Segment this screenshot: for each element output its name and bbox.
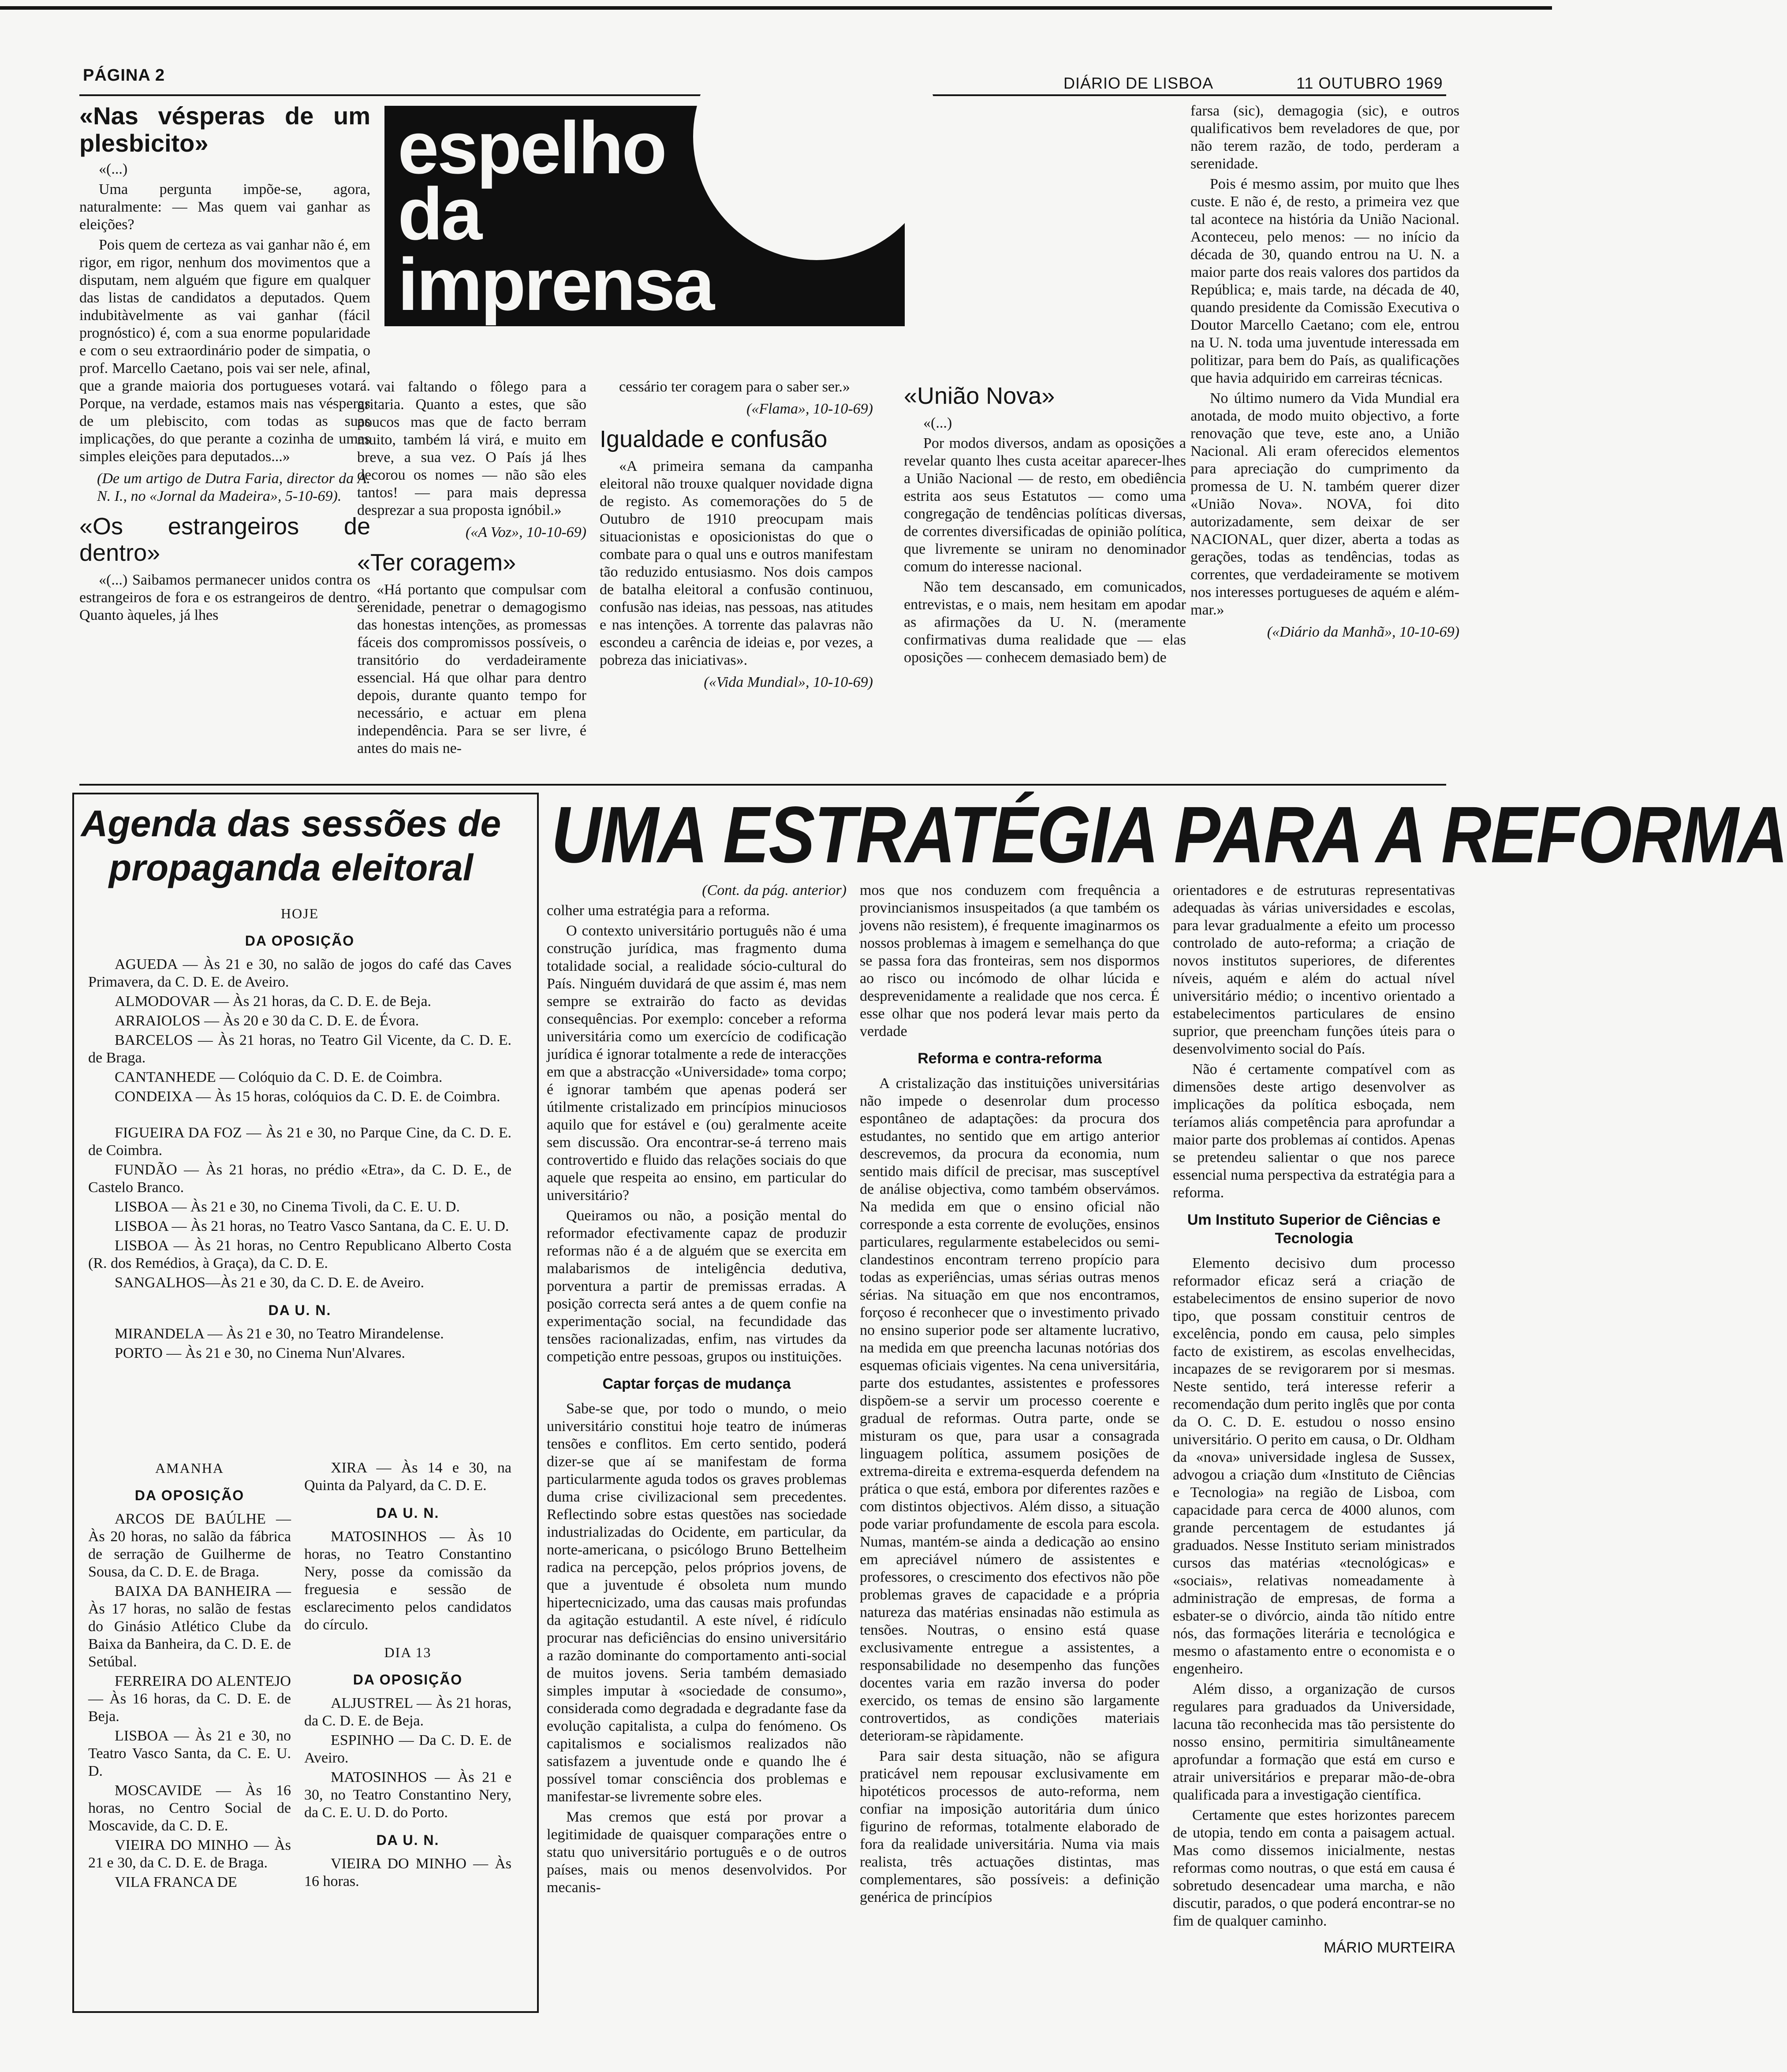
col4-title: «União Nova» — [904, 383, 1055, 409]
agenda-item: MIRANDELA — Às 21 e 30, no Teatro Mirandelense. — [115, 1326, 444, 1342]
banner-word-2: da — [398, 172, 481, 255]
column-2 — [357, 378, 586, 781]
agenda-item: CANTANHEDE — Colóquio da C. D. E. de Coimbra. — [115, 1069, 443, 1085]
agenda-title: Agenda das sessões de propaganda eleitoral — [81, 803, 501, 888]
top-border — [0, 6, 1552, 10]
agenda-item: ARCOS DE BAÚLHE — Às 20 horas, no salão da fábrica de serração de Guilherme de Sousa, da C. D. E. de Braga. — [88, 1511, 291, 1580]
col4-ellipsis: «(...) — [923, 415, 952, 431]
article-column-2 — [860, 882, 1160, 2010]
agenda-amanha: AMANHA — [155, 1460, 224, 1476]
agenda-item: VIEIRA DO MINHO — Às 21 e 30, da C. D. E. de Braga. — [88, 1837, 291, 1871]
column-5 — [1190, 102, 1459, 781]
agenda-column — [88, 895, 511, 1124]
col4-paragraph-1: Por modos diversos, andam as oposições a revelar quanto lhes custa aceitar aparecer-lhes a União Nacional — de resto, em obediência estrita aos seus Estatutos — como uma congregação de tendências políticas diversas, de correntes diversificadas de opinião política, que livremente se uniram no denominador comum do interesse nacional. — [904, 435, 1186, 575]
article-paragraph: mos que nos conduzem com frequência a provincianismos insuspeitados (a que também os jovens não resistem), é frequente imaginarmos os nossos problemas à imagem e semelhança do que se passa fora das fronteiras, sem nos dispormos ao risco ou incómodo de olhar lúcida e desprevenidamente a realidade que nos cerca. É esse olhar que nos poderá levar mais perto da verdade — [860, 882, 1160, 1040]
issue-date: 11 OUTUBRO 1969 — [1296, 74, 1443, 92]
col5-paragraph-1: farsa (sic), demagogia (sic), e outros qualificativos bem reveladores de que, por não terem razão, de todo, perderam a serenidade. — [1190, 103, 1459, 172]
agenda-dia13: DIA 13 — [384, 1644, 432, 1660]
article-paragraph: Além disso, a organização de cursos regulares para graduados da Universidade, lacuna tão reconhecida mas tão persistente do nosso ensino, permitiria simultâneamente aprofundar a formação que está em curso e atrair universitários e preparar mão-de-obra qualificada para a investigação científica. — [1173, 1681, 1455, 1803]
col1-paragraph-2: Pois quem de certeza as vai ganhar não é, em rigor, em rigor, nenhum dos movimentos que a disputam, nem alguém que figure em qualquer das listas de candidatos a deputados. Quem indubitàvelmente as vai ganhar (fácil prognóstico) é, com a sua enorme popularidade e com o seu extraordinário poder de simpatia, o prof. Marcello Caetano, pois vai ser nele, afinal, que a grande maioria dos portugueses votará. Porque, na verdade, estamos mais nas vésperas de um plebiscito, com todas as suas implicações, do que perante a cozinha de umas simples eleições para deputados...» — [79, 237, 370, 465]
espelho-da-imprensa-banner — [384, 106, 905, 326]
agenda-item: PORTO — Às 21 e 30, no Cinema Nun'Alvares. — [115, 1345, 405, 1361]
agenda-oposicao-2: DA OPOSIÇÃO — [134, 1487, 245, 1503]
agenda-item: BAIXA DA BANHEIRA — Às 17 horas, no salão de festas do Ginásio Atlético Clube da Baixa da Banheira, da C. D. E. de Setúbal. — [88, 1583, 291, 1670]
article-paragraph: Não é certamente compatível com as dimensões deste artigo desenvolver as implicações da política esboçada, nem teríamos aliás competência para aprofundar a maior parte dos problemas aí contidos. Apenas se pretendeu salientar o que nos parece essencial numa perspectiva da estratégia para a reforma. — [1173, 1061, 1455, 1201]
agenda-item: MATOSINHOS — Às 10 horas, no Teatro Constantino Nery, posse da comissão da freguesia e sessão de esclarecimento pelos candidatos do círculo. — [304, 1528, 511, 1633]
agenda-oposicao-3: DA OPOSIÇÃO — [353, 1672, 463, 1688]
column-4 — [904, 378, 1186, 781]
column-1 — [79, 102, 370, 781]
article-column-1 — [547, 882, 847, 2010]
article-column-3 — [1173, 882, 1455, 2010]
agenda-item: VIEIRA DO MINHO — Às 16 horas. — [304, 1856, 511, 1889]
mid-rule — [79, 784, 1446, 786]
agenda-item: FIGUEIRA DA FOZ — Às 21 e 30, no Parque Cine, da C. D. E. de Coimbra. — [88, 1125, 511, 1159]
article-subhead-1: Captar forças de mudança — [602, 1375, 791, 1392]
agenda-item: MOSCAVIDE — Às 16 horas, no Centro Social de Moscavide, da C. D. E. — [88, 1782, 291, 1834]
col1-paragraph-1: Uma pergunta impõe-se, agora, naturalmente: — Mas quem vai ganhar as eleições? — [79, 181, 370, 233]
agenda-item: ARRAIOLOS — Às 20 e 30 da C. D. E. de Évora. — [115, 1013, 419, 1029]
col2-title: «Ter coragem» — [357, 549, 516, 576]
banner-word-1: espelho — [398, 106, 665, 189]
article-headline: UMA ESTRATÉGIA PARA A REFORMA — [551, 790, 1787, 879]
col2-paragraph-1: vai faltando o fôlego para a gritaria. Quanto a estes, que são poucos mas que de facto berram muito, também lá virá, e muito em breve, a sua vez. O País já lhes decorou os nomes — não são eles tantos! — para mais depressa desprezar a sua proposta ignóbil.» — [357, 379, 586, 518]
page-number: PÁGINA 2 — [83, 66, 165, 85]
article-paragraph: Mas cremos que está por provar a legitimidade de quaisquer comparações entre o statu quo universitário português e o de outros países, mais ou menos desenvolvidos. Por mecanis- — [547, 1809, 847, 1896]
col5-paragraph-3: No último numero da Vida Mundial era anotada, de modo muito objectivo, a forte renovação que teve, este ano, a União Nacional. Ali eram oferecidos elementos para apreciação do cumprimento da promessa de U. N. também querer dizer «União Nova». NOVA, foi dito autorizadamente, sem deixar de ser NACIONAL, quer dizer, aberta a todas as gerações, todas as tendências, todas as correntes, que verdadeiramente se motivem nos interesses portugueses de aquém e além-mar.» — [1190, 390, 1459, 618]
agenda-right-subcolumn — [304, 1459, 511, 2001]
agenda-oposicao: DA OPOSIÇÃO — [245, 933, 355, 949]
agenda-left-subcolumn — [88, 1459, 291, 2001]
article-paragraph: Certamente que estes horizontes parecem de utopia, tendo em conta a paisagem actual. Mas como dissemos inicialmente, nestas reformas como noutras, o que está em causa é sobretudo desencadear uma marcha, e não discutir, parados, o que poderá encontrar-se no fim de qualquer caminho. — [1173, 1807, 1455, 1929]
column-3 — [600, 378, 873, 781]
article-paragraph: colher uma estratégia para a reforma. — [547, 902, 770, 919]
col3-paragraph-1: cessário ter coragem para o saber ser.» — [619, 379, 850, 395]
col1-paragraph-3: «(...) Saibamos permanecer unidos contra os estrangeiros de fora e os estrangeiros de dentro. Quanto àqueles, já lhes — [79, 572, 370, 623]
agenda-item: AGUEDA — Às 21 e 30, no salão de jogos do café das Caves Primavera, da C. D. E. de Aveiro. — [88, 956, 511, 990]
agenda-hoje: HOJE — [280, 906, 319, 921]
agenda-item: LISBOA — Às 21 e 30, no Teatro Vasco Santa, da C. E. U. D. — [88, 1728, 291, 1779]
agenda-un-3: DA U. N. — [376, 1832, 440, 1848]
article-paragraph: A cristalização das instituições universitárias não impede o desenrolar dum processo espontâneo de adaptações: da procura dos estudantes, no sentido que em artigo anterior descrevemos, da procura da economia, num sentido mais difícil de precisar, mas susceptível de análise objectiva, como também observámos. Na medida em que o ensino oficial não corresponde a esta corrente de evoluções, ensinos particulares, regularmente estabelecidos ou semi-clandestinos encontram terreno propício para todas as experiências, umas sérias outras menos sérias. Na situação em que nos encontramos, forçoso é reconhecer que o investimento privado no ensino superior pode ser altamente lucrativo, na medida em que preencha lacunas notórias dos esquemas oficiais vigentes. Na cena universitária, parte dos estudantes, assistentes e professores dispõem-se a servir um processo coerente e gradual de reformas. Outra parte, onde se misturam os que, para usar a consagrada linguagem política, assumem posições de extrema-direita e extrema-esquerda defendem na prática o que está, embora por diferentes razões e com distintos objectivos. Além disso, a situação pode variar profundamente de escola para escola. Numas, mantém-se ainda a dedicação ao ensino em apreciável número de assistentes e professores, o crescimento dos efectivos não põe problemas graves de capacidade e a própria natureza das matérias ensinadas não estimula as tensões. Noutras, o ensino está quase exclusivamente entregue a assistentes, a responsabilidade no desempenho das funções docentes varia em razão inversa do poder exercido, os temas de ensino são largamente controvertidos, as condições materiais deterioram-se ràpidamente. — [860, 1075, 1160, 1744]
col5-paragraph-2: Pois é mesmo assim, por muito que lhes custe. E não é, de resto, a primeira vez que tal acontece na história da União Nacional. Aconteceu, pelo menos: — no início da década de 30, quando entrou na U. N. a maior parte dos reais valores dos partidos da República; e, mais tarde, na década de 40, quando presidente da Comissão Executiva o Doutor Marcello Caetano; com ele, entrou na U. N. toda uma juventude interessada em politizar, para bem do País, as qualificações que havia adquirido em carreiras técnicas. — [1190, 176, 1459, 386]
agenda-un: DA U. N. — [268, 1302, 332, 1318]
article-continuation: (Cont. da pág. anterior) — [702, 882, 847, 898]
agenda-item: LISBOA — Às 21 e 30, no Cinema Tivoli, da C. E. U. D. — [115, 1199, 460, 1215]
agenda-un-2: DA U. N. — [376, 1505, 440, 1521]
banner-circle — [693, 13, 940, 260]
agenda-column-2 — [88, 1124, 511, 1459]
newspaper-name: DIÁRIO DE LISBOA — [1063, 74, 1214, 92]
col3-paragraph-2: «A primeira semana da campanha eleitoral não trouxe qualquer novidade digna de registo. As comemorações do 5 de Outubro de 1910 preocupam mais situacionistas e oposicionistas do que o combate para o qual uns e outros manifestam tão reduzido entusiasmo. Nos dois campos de batalha eleitoral a confusão continuou, confusão nas ideias, nas pessoas, nas atitudes e nas intenções. A torrente das palavras não escondeu a carência de ideias e, por vezes, a pobreza das iniciativas». — [600, 458, 873, 668]
article-paragraph: Queiramos ou não, a posição mental do reformador efectivamente capaz de produzir reformas não é a de alguém que se exercita em malabarismos de inteligência dedutiva, porventura a partir de premissas erradas. A posição correcta será antes a de quem confie na experimentação social, na fecundidade das tensões racionalizadas, enfim, nas virtudes da competição entre pessoas, grupos ou instituições. — [547, 1207, 847, 1365]
col4-paragraph-2: Não tem descansado, em comunicados, entrevistas, e o mais, nem hesitam em apodar as afirmações da U. N. (meramente confirmativas duma realidade que — elas oposições — conhecem demasiado bem) de — [904, 579, 1186, 666]
col1-source: (De um artigo de Dutra Faria, director da A. N. I., no «Jornal da Madeira», 5-10-69). — [97, 470, 370, 504]
agenda-item: LISBOA — Às 21 horas, no Teatro Vasco Santana, da C. E. U. D. — [115, 1218, 509, 1234]
article-subhead-2: Reforma e contra-reforma — [918, 1050, 1102, 1067]
agenda-item: FERREIRA DO ALENTEJO — Às 16 horas, da C. D. E. de Beja. — [88, 1673, 291, 1725]
article-paragraph: Sabe-se que, por todo o mundo, o meio universitário constitui hoje teatro de inúmeras tensões e conflitos. Em certo sentido, poderá dizer-se que aí se manifestam de forma particularmente aguda todos os graves problemas duma crise civilizacional sem precedentes. Reflectindo sobre estas questões nas sociedade industrializadas do Ocidente, em particular, da norte-americana, o psicólogo Bruno Bettelheim radica na percepção, pelos próprios jovens, de que a juventude é obsoleta num mundo hipertecnicizado, uma das causas mais profundas da agitação estudantil. A este nível, é ridículo procurar nas deficiências do ensino universitário a razão dominante do comportamento anti-social de muitos jovens. Seria também demasiado simples imputar à «sociedade de consumo», considerada como degradada e degradante fase da evolução capitalista, a culpa do fenómeno. Os capitalismos e socialismos realizados não satisfazem a juventude onde e quando lhe é possível tomar consciência dos problemas e manifestar-se livremente sobre eles. — [547, 1401, 847, 1805]
article-subhead-3: Um Instituto Superior de Ciências e Tecnologia — [1187, 1211, 1441, 1247]
agenda-item: SANGALHOS—Às 21 e 30, da C. D. E. de Aveiro. — [115, 1275, 424, 1291]
article-paragraph: orientadores e de estruturas representativas adequadas às várias universidades e escolas, para levar gradualmente a efeito um processo controlado de auto-reforma; a criação de novos institutos superiores, de diferentes níveis, aquém e além do actual nível universitário médio; o incentivo orientado a estabelecimentos particulares de ensino suprior, que preencham funções úteis para o desenvolvimento social do País. — [1173, 882, 1455, 1057]
agenda-item: MATOSINHOS — Às 21 e 30, no Teatro Constantino Nery, da C. E. U. D. do Porto. — [304, 1769, 511, 1821]
agenda-item: FUNDÃO — Às 21 horas, no prédio «Etra», da C. D. E., de Castelo Branco. — [88, 1162, 511, 1196]
col1-ellipsis: «(...) — [99, 161, 128, 177]
col1-title: «Nas vésperas de um plesbicito» — [79, 102, 370, 157]
article-paragraph: O contexto universitário português não é uma construção jurídica, mas fragmento duma totalidade social, a realidade sócio-cultural do País. Ninguém duvidará de que assim é, mas nem sempre se extrairão do facto as devidas consequências. Por exemplo: conceber a reforma universitária como um exercício de codificação jurídica é ignorar totalmente a rede de interacções em que a abstracção «Universidade» toma corpo; é ignorar também que apenas poderá ser útilmente cristalizado em princípios minuciosos aquilo que for estável e (ou) geralmente aceite sem discussão. Ora encontrar-se-á terreno mais controvertido e fluido das relações sociais do que aquele que respeita ao ensino, em particular do universitário? — [547, 923, 847, 1204]
col3-source: («Flama», 10-10-69) — [746, 401, 873, 417]
agenda-item: LISBOA — Às 21 horas, no Centro Republicano Alberto Costa (R. dos Remédios, à Graça), da C. D. E. — [88, 1237, 511, 1271]
article-paragraph: Para sair desta situação, não se afigura praticável nem repousar exclusivamente em hipotéticos processos de auto-reforma, nem confiar na imposição autoritária dum único figurino de reformas, totalmente elaborado de fora da realidade universitária. Numa via mais realista, três actuações distintas, mas complementares, são possíveis: a definição genérica de princípios — [860, 1748, 1160, 1905]
agenda-item: BARCELOS — Às 21 horas, no Teatro Gil Vicente, da C. D. E. de Braga. — [88, 1032, 511, 1066]
col3-title: Igualdade e confusão — [600, 426, 828, 452]
col2-paragraph-2: «Há portanto que compulsar com serenidade, penetrar o demagogismo das honestas intenções, as promessas fáceis dos compromissos possíveis, o transitório do verdadeiramente essencial. Há que olhar para dentro depois, durante quanto tempo for necessário, e actuar em plena independência. Para se ser livre, é antes do mais ne- — [357, 581, 586, 757]
agenda-item: ALJUSTREL — Às 21 horas, da C. D. E. de Beja. — [304, 1695, 511, 1729]
agenda-item: VILA FRANCA DE — [115, 1874, 237, 1890]
article-author: MÁRIO MURTEIRA — [1324, 1939, 1455, 1956]
agenda-item: ESPINHO — Da C. D. E. de Aveiro. — [304, 1732, 511, 1766]
banner-word-3: imprensa — [398, 243, 713, 326]
agenda-item: CONDEIXA — Às 15 horas, colóquios da C. D. E. de Coimbra. — [115, 1088, 500, 1105]
agenda-item: XIRA — Às 14 e 30, na Quinta da Palyard, da C. D. E. — [304, 1460, 511, 1494]
col3-source-2: («Vida Mundial», 10-10-69) — [704, 674, 873, 690]
col5-source: («Diário da Manhã», 10-10-69) — [1267, 624, 1459, 640]
col2-source: («A Voz», 10-10-69) — [465, 524, 586, 540]
agenda-item: ALMODOVAR — Às 21 horas, da C. D. E. de Beja. — [115, 993, 432, 1010]
col1-title-2: «Os estrangeiros de dentro» — [79, 513, 370, 566]
article-paragraph: Elemento decisivo dum processo reformador eficaz será a criação de estabelecimentos de ensino superior de novo tipo, que possam constituir centros de excelência, pondo em causa, pelo simples facto de existirem, as escolas envelhecidas, incapazes de se revigorarem por si mesmas. Neste sentido, terá interesse referir a recomendação dum perito inglês que por conta da O. C. D. E. estudou o nosso ensino universitário. O perito em causa, o Dr. Oldham da «nova» universidade inglesa de Sussex, advogou a criação dum «Instituto de Ciências e Tecnologia» na região de Lisboa, com capacidade para cerca de 4000 alunos, com grande percentagem de estudantes já graduados. Nesse Instituto seriam ministrados cursos das matérias «tecnológicas» e «sociais», relativas nomeadamente à administração de empresas, de forma a esbater-se o divórcio, ainda tão nítido entre nós, das formações literária e tecnológica e mesmo o afastamento entre o economista e o engenheiro. — [1173, 1255, 1455, 1677]
